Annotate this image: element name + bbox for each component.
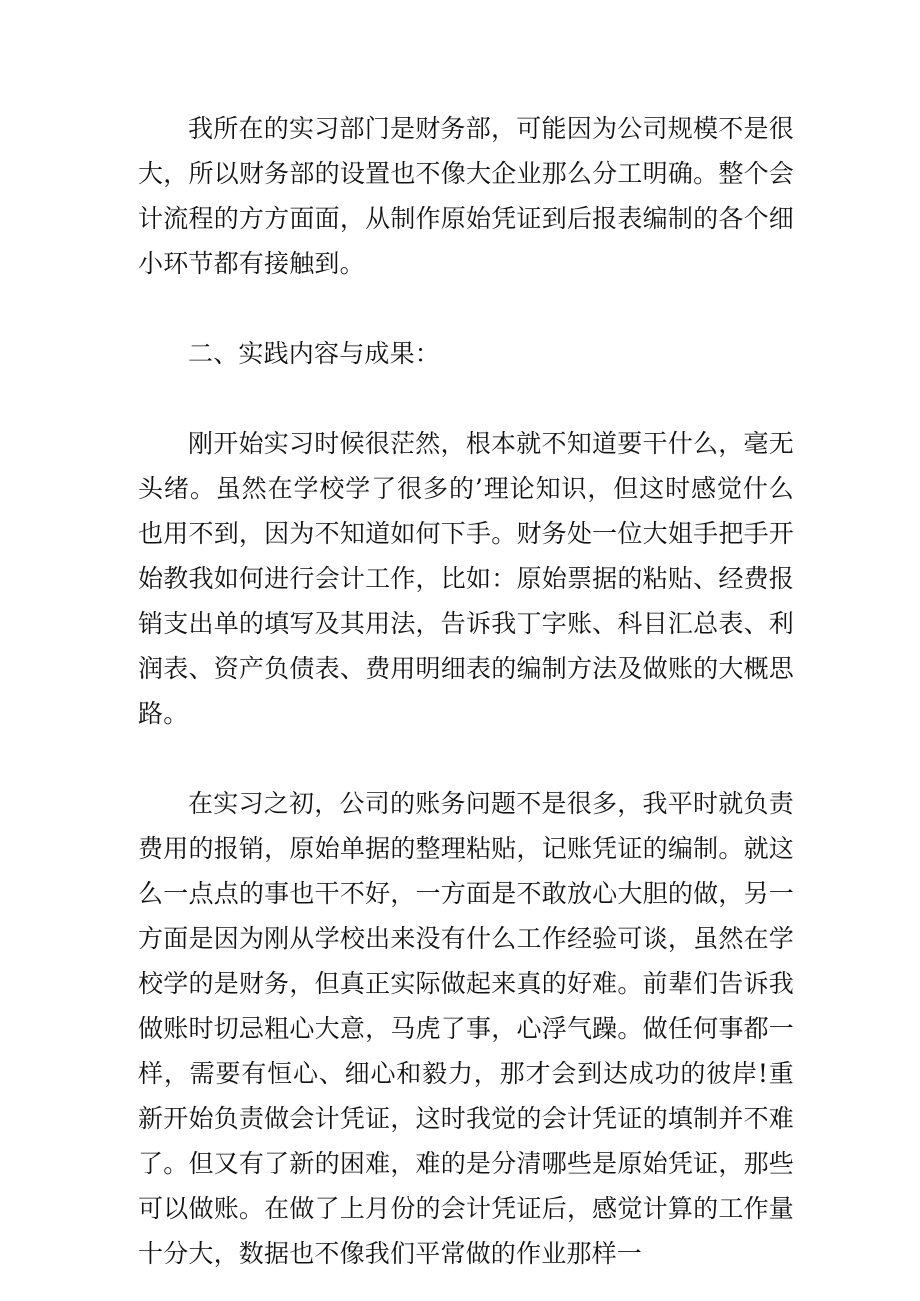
section-heading-practice: 二、实践内容与成果： <box>188 339 441 368</box>
document-body <box>138 106 794 1276</box>
paragraph-beginning-internship: 刚开始实习时候很茫然，根本就不知道要干什么，毫无头绪。虽然在学校学了很多的’理论知识，但这时感觉什么也用不到，因为不知道如何下手。财务处一位大姐手把手开始教我如何进行会计工作，比如：原始票据的粘贴、经费报销支出单的填写及其用法，告诉我丁字账、科目汇总表、利润表、资产负债表、费用明细表的编制方法及做账的大概思路。 <box>138 429 794 728</box>
paragraph-internship-department: 我所在的实习部门是财务部，可能因为公司规模不是很大，所以财务部的设置也不像大企业那么分工明确。整个会计流程的方方面面，从制作原始凭证到后报表编制的各个细小环节都有接触到。 <box>138 114 794 278</box>
paragraph-early-work: 在实习之初，公司的账务问题不是很多，我平时就负责费用的报销，原始单据的整理粘贴，记账凭证的编制。就这么一点点的事也干不好，一方面是不敢放心大胆的做，另一方面是因为刚从学校出来没有什么工作经验可谈，虽然在学校学的是财务，但真正实际做起来真的好难。前辈们告诉我做账时切忌粗心大意，马虎了事，心浮气躁。做任何事都一样，需要有恒心、细心和毅力，那才会到达成功的彼岸!重新开始负责做会计凭证，这时我觉的会计凭证的填制并不难了。但又有了新的困难，难的是分清哪些是原始凭证，那些可以做账。在做了上月份的会计凭证后，感觉计算的工作量十分大，数据也不像我们平常做的作业那样一 <box>138 789 794 1268</box>
